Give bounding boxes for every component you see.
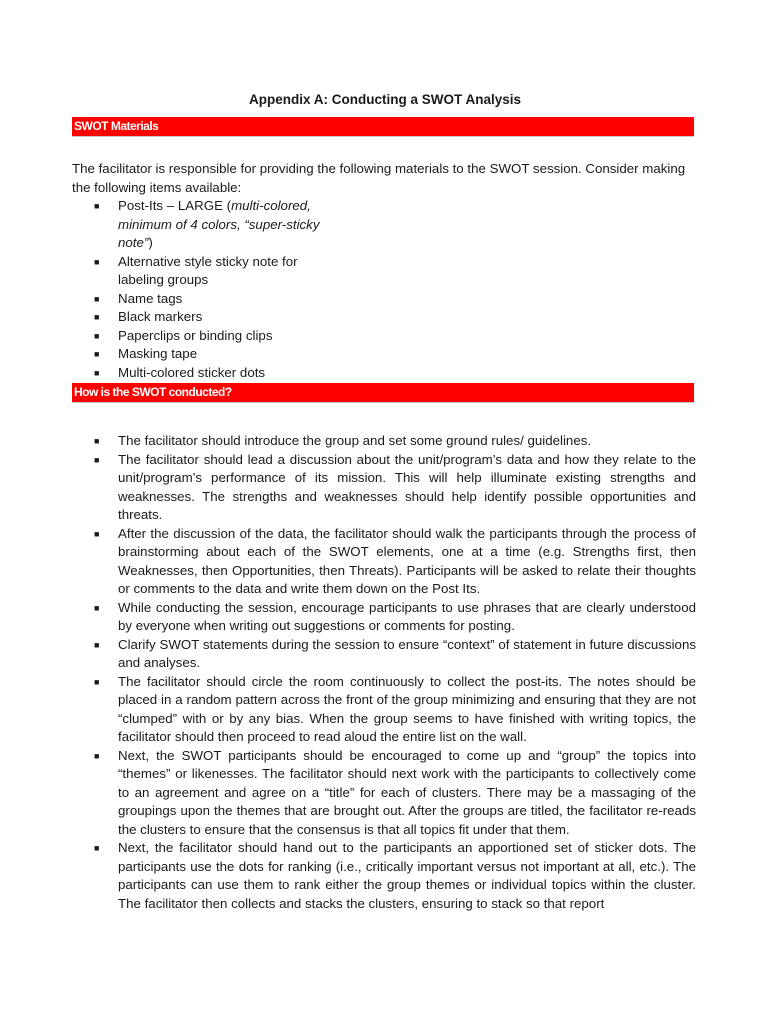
bullet-icon: ■: [94, 293, 100, 304]
list-item-text: Alternative style sticky note for labeling groups: [118, 253, 298, 287]
bullet-icon: ■: [94, 528, 100, 539]
bullet-icon: ■: [94, 436, 100, 446]
list-item-text: Masking tape: [118, 346, 198, 361]
bullet-icon: ■: [94, 843, 100, 853]
bullet-icon: ■: [94, 312, 100, 322]
list-item-text: While conducting the session, encourage participants to use phrases that are clearly understood by everyone when writing out suggestions or comments for posting.: [118, 599, 696, 633]
list-item-text: The facilitator should introduce the group and set some ground rules/ guidelines.: [118, 433, 592, 448]
bullet-icon: ■: [94, 367, 100, 378]
list-item-text: After the discussion of the data, the facilitator should walk the participants through the process of brainstorming about each of the SWOT elements, one at a time (e.g. Strengths first, then Weaknesses, then Opportunities, then Threats). Participants will be asked to relate their thoughts or comments to the data and write them down on the Post Its.: [118, 525, 696, 596]
section-header-swot-conducted: [72, 383, 694, 402]
list-item: [72, 636, 696, 673]
bullet-icon: ■: [94, 256, 100, 267]
list-item-text-end: ): [148, 235, 153, 250]
list-item: [72, 253, 338, 290]
list-item: [72, 599, 696, 636]
bullet-icon: ■: [94, 330, 100, 341]
intro-paragraph: The facilitator is responsible for providing the following materials to the SWOT session. Consider making the following items available:: [72, 161, 686, 195]
list-item: [72, 451, 696, 525]
list-item-text: The facilitator should lead a discussion about the unit/program’s data and how they relate to the unit/program’s performance of its mission. This will help illuminate existing strengths and weaknesses. The strengths and weaknesses should help identify possible opportunities and threats.: [118, 451, 696, 522]
bullet-icon: ■: [94, 454, 100, 465]
list-item-text: Next, the SWOT participants should be encouraged to come up and “group” the topics into “themes” or likenesses. The facilitator should next work with the participants to collectively come to an agreement and agree on a “title” for each of clusters. There may be a massaging of the groupings upon the themes that are brought out. After the groups are titled, the facilitator re-reads the clusters to ensure that the consensus is that all topics fit under that them.: [118, 747, 696, 837]
list-item: [72, 432, 696, 451]
list-item-text: Multi-colored sticker dots: [118, 364, 266, 380]
list-item-text: Paperclips or binding clips: [118, 327, 273, 343]
bullet-icon: ■: [94, 201, 100, 211]
list-item: [72, 345, 338, 364]
list-item-text: The facilitator should circle the room continuously to collect the post-its. The notes should be placed in a random pattern across the front of the group minimizing and ensuring that they are not “clumped” with or by any bias. When the group seems to have finished with writing topics, the facilitator should then proceed to read aloud the entire list on the wall.: [118, 673, 696, 744]
list-item: [72, 327, 338, 346]
list-item: [72, 839, 696, 913]
section-header-swot-materials: [72, 117, 694, 136]
list-item: [72, 747, 696, 840]
bullet-icon: ■: [94, 349, 100, 359]
list-item: [72, 290, 338, 309]
list-item: [72, 525, 696, 599]
steps-list: [72, 432, 696, 913]
list-item: [72, 364, 338, 383]
bullet-icon: ■: [94, 676, 100, 687]
list-item-text: Post-Its – LARGE (: [118, 198, 232, 213]
section-header-label: SWOT Materials: [74, 119, 159, 133]
bullet-icon: ■: [94, 602, 100, 613]
list-item-italic-text: multi-colored, minimum of 4 colors, “super-sticky note”: [118, 198, 320, 250]
list-item: [72, 308, 338, 327]
materials-list: [72, 197, 392, 382]
list-item-text: Next, the facilitator should hand out to the participants an apportioned set of sticker dots. The participants use the dots for ranking (i.e., critically important versus not important at all, etc.). The participants can use them to rank either the group themes or individual topics within the cluster. The facilitator then collects and stacks the clusters, ensuring to stack so that report: [118, 840, 696, 911]
list-item: [72, 673, 696, 747]
list-item-text: Black markers: [118, 309, 203, 324]
document-title: Appendix A: Conducting a SWOT Analysis: [248, 92, 521, 107]
bullet-icon: ■: [94, 639, 100, 650]
list-item: [72, 197, 338, 253]
list-item-text: Clarify SWOT statements during the session to ensure “context” of statement in future discussions and analyses.: [118, 636, 696, 670]
list-item-text: Name tags: [118, 290, 183, 306]
section-header-label: How is the SWOT conducted?: [74, 385, 232, 399]
bullet-icon: ■: [94, 750, 100, 761]
